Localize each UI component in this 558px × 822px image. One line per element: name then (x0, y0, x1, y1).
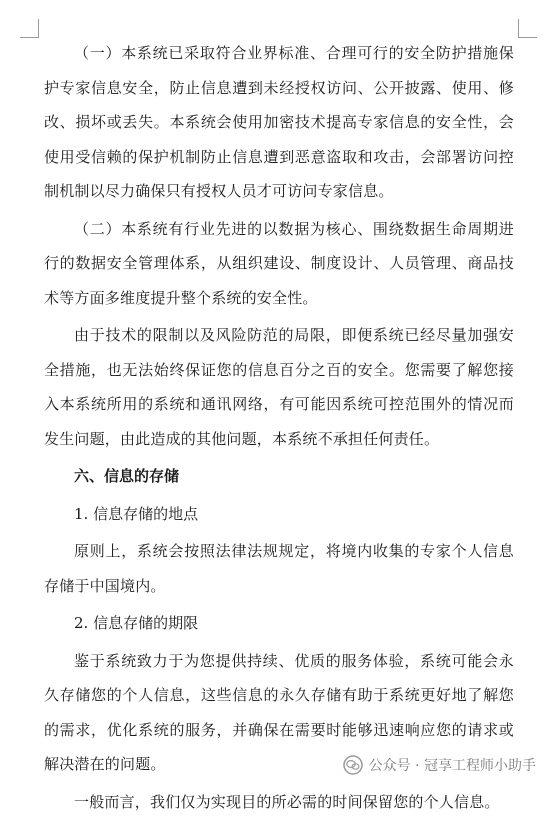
paragraph-data-management: （二）本系统有行业先进的以数据为核心、围绕数据生命周期进行的数据安全管理体系，从组织建设、制度设计、人员管理、商品技术等方面多维度提升整个系统的安全性。 (44, 219, 514, 307)
subheading-storage-location: 1. 信息存储的地点 (74, 504, 199, 523)
paragraph-retention: 一般而言，我们仅为实现目的所必需的时间保留您的个人信息。 (74, 792, 500, 811)
paragraph-storage-location: 原则上，系统会按照法律法规规定，将境内收集的专家个人信息存储于中国境内。 (44, 542, 514, 595)
wechat-icon (343, 755, 363, 775)
crop-mark-top-left (20, 19, 39, 38)
subheading-storage-period: 2. 信息存储的期限 (74, 614, 199, 632)
paragraph-storage-period: 鉴于系统致力于为您提供持续、优质的服务体验，系统可能会永久存储您的个人信息，这些信息的永久存储有助于系统更好地了解您的需求，优化系统的服务，并确保在需要时能够迅速响应您的请求或解决潜在的问题。 (44, 651, 514, 773)
crop-mark-top-right (518, 19, 537, 38)
watermark (339, 753, 540, 777)
paragraph-disclaimer: 由于技术的限制以及风险防范的局限，即便系统已经尽量加强安全措施，也无法始终保证您的信息百分之百的安全。您需要了解您接入本系统所用的系统和通讯网络，有可能因系统可控范围外的情况而发生问题，由此造成的其他问题，本系统不承担任何责任。 (44, 326, 514, 448)
paragraph-security-measures: （一）本系统已采取符合业界标准、合理可行的安全防护措施保护专家信息安全，防止信息遭到未经授权访问、公开披露、使用、修改、损坏或丢失。本系统会使用加密技术提高专家信息的安全性，会使用受信赖的保护机制防止信息遭到恶意盗取和攻击，会部署访问控制机制以尽力确保只有授权人员才可访问专家信息。 (44, 44, 514, 200)
section-heading-storage: 六、信息的存储 (74, 467, 180, 485)
watermark-text: 公众号 · 冠享工程师小助手 (368, 758, 536, 774)
document-body (44, 36, 514, 822)
